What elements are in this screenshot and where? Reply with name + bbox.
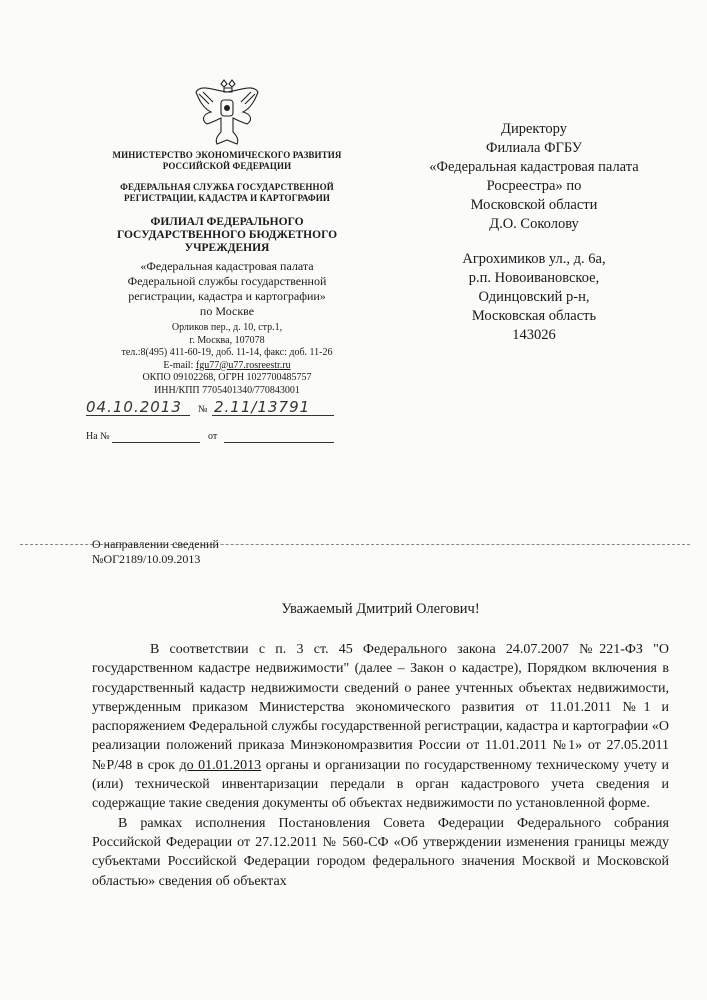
recipient-line-1: Директору [501,121,567,137]
branch-line-2: ГОСУДАРСТВЕННОГО БЮДЖЕТНОГО [116,229,338,241]
org-line-3: регистрации, кадастра и картографии» [128,289,326,303]
service-line-1: ФЕДЕРАЛЬНАЯ СЛУЖБА ГОСУДАРСТВЕННОЙ [120,182,334,192]
paragraph-1-text-a: В соответствии с п. 3 ст. 45 Федерального закона 24.07.2007 №221-ФЗ "О государственном кадастре недвижимости" (далее – Закон о кадастре), Порядком включения в государственный кадастр недвижимости сведений о ранее учтенных объектах недвижимости, утвержденным приказом Министерства экономического развития от 11.01.2011 №1 и распоряжением Федеральной службы государственной регистрации, кадастра и картографии «О реализации положений приказа Минэкономразвития России от 11.01.2011 №1» от 27.05.2011 №Р/48 в срок [92,642,669,773]
recipient-address-line-2: р.п. Новоивановское, [468,270,600,286]
address-line-3: тел.:8(495) 411-60-19, доб. 11-14, факс: доб. 11-26 [121,347,333,358]
ministry-line-2: РОССИЙСКОЙ ФЕДЕРАЦИИ [162,161,292,171]
recipient-address-line-3: Одинцовский р-н, [478,289,590,305]
subject-line-1: О направлении сведений [92,537,219,551]
paragraph-1-text-b: органы и организации по государственному техническому учету и (или) технической инвентаризации передали в орган кадастрового учета сведения и содержащие такие сведения документы об объектах недвижимости по установленной форме. [92,757,669,812]
ref-number-label: На № [86,431,110,442]
address-line-2: г. Москва, 107078 [189,334,265,346]
email-label: E-mail: [163,359,196,371]
org-line-1: «Федеральная кадастровая палата [140,259,314,273]
paragraph-1 [92,640,669,814]
reg-date: 04.10.2013 [86,398,182,416]
greeting: Уважаемый Дмитрий Олегович! [281,601,480,617]
email-line [62,360,392,373]
recipient-line-2: Филиала ФГБУ [486,140,582,156]
recipient-address-line-5: 143026 [512,327,556,343]
coat-of-arms-icon [193,78,261,148]
recipient-line-6: Д.О. Соколову [489,216,579,232]
paragraph-2: В рамках исполнения Постановления Совета Федерации Федерального собрания Российской Федерации от 27.12.2011 № 560-СФ «Об утверждении изменения границы между субъектами Российской Федерации городом федерального значения Москвой и Московской областью» сведения об объектах [92,815,669,889]
address-line-1: Орликов пер., д. 10, стр.1, [171,322,283,333]
codes-line-2: ИНН/КПП 7705401340/770843001 [154,384,300,396]
branch-line-3: УЧРЕЖДЕНИЯ [184,242,270,254]
service-line-2: РЕГИСТРАЦИИ, КАДАСТРА И КАРТОГРАФИИ [124,193,330,203]
org-line-2: Федеральной службы государственной [127,274,327,288]
registration-block [86,398,346,442]
reg-number: 2.11/13791 [214,398,311,416]
paragraph-1-deadline: до 01.01.2013 [179,757,262,773]
org-line-4: по Москве [199,304,255,318]
ministry-line-1: МИНИСТЕРСТВО ЭКОНОМИЧЕСКОГО РАЗВИТИЯ [112,150,342,160]
email-link[interactable]: fgu77@u77.rosreestr.ru [195,359,291,371]
letter-body [92,640,669,891]
ref-date-label: от [208,431,218,442]
codes-line-1: ОКПО 09102268, ОГРН 1027700485757 [142,372,312,383]
sender-header [62,150,392,397]
recipient-address-block [405,250,663,345]
recipient-line-4: Росреестра» по [486,178,582,194]
recipient-line-3: «Федеральная кадастровая палата [429,159,639,175]
reg-number-label: № [198,404,208,415]
branch-line-1: ФИЛИАЛ ФЕДЕРАЛЬНОГО [150,216,304,228]
recipient-block [405,120,663,234]
recipient-line-5: Московской области [470,197,598,213]
subject-block [92,537,219,567]
recipient-address-line-4: Московская область [471,308,597,324]
recipient-address-line-1: Агрохимиков ул., д. 6а, [462,251,606,267]
subject-line-2: №ОГ2189/10.09.2013 [92,552,201,566]
